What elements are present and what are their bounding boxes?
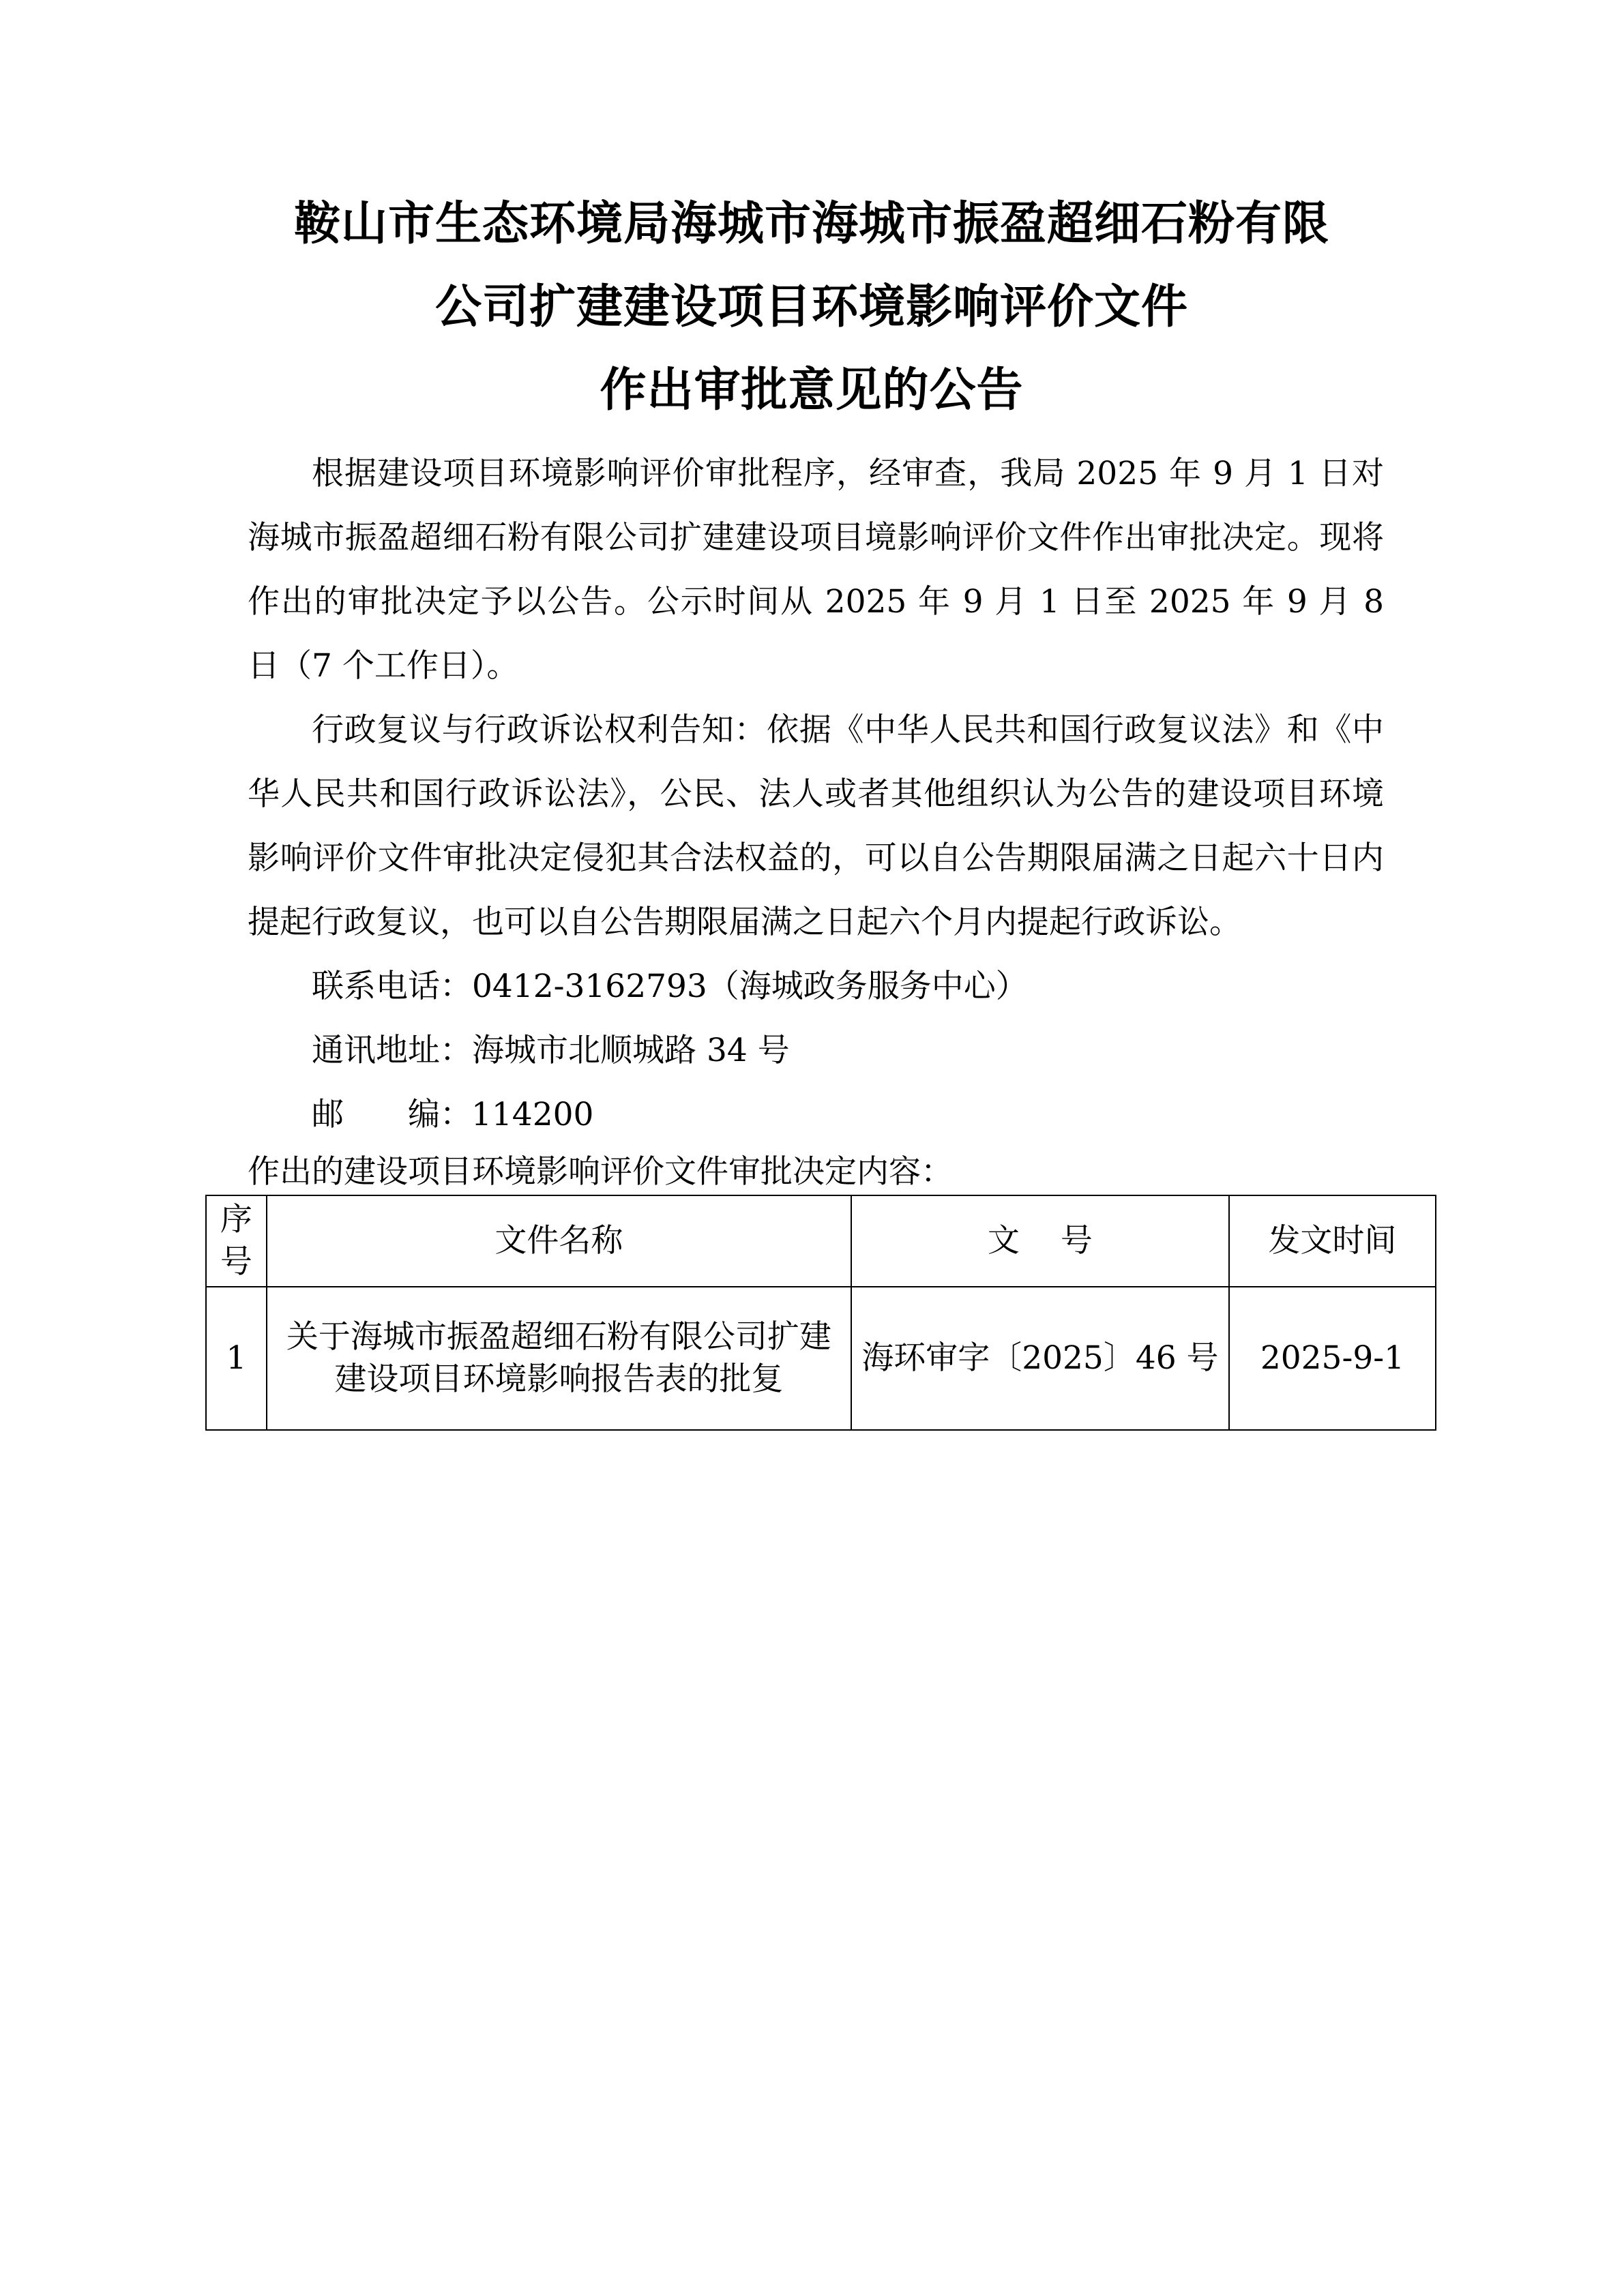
row-file-name: 关于海城市振盈超细石粉有限公司扩建建设项目环境影响报告表的批复 [267,1287,851,1430]
contact-zip [312,1083,593,1147]
row-doc-no: 海环审字〔2025〕46 号 [851,1287,1229,1430]
table-row [206,1287,1436,1430]
decision-table [205,1195,1436,1431]
phone-value: 0412-3162793（海城政务服务中心） [472,968,1028,1005]
zip-label: 邮 编： [312,1096,472,1133]
header-file-name: 文件名称 [267,1195,851,1287]
header-seq: 序号 [206,1195,267,1287]
row-issue-date: 2025-9-1 [1229,1287,1436,1430]
contact-address [312,1019,790,1083]
contact-phone [312,955,1028,1019]
announcement-paragraph: 根据建设项目环境影响评价审批程序，经审查，我局 2025 年 9 月 1 日对海城市振盈超细石粉有限公司扩建建设项目境影响评价文件作出审批决定。现将作出的审批决定予以公告。公示时间从 2025 年 9 月 1 日至 2025 年 9 月 8 日（7 个工作日）。 [248,455,1384,685]
row-seq: 1 [206,1287,267,1430]
address-label: 通讯地址： [312,1032,472,1069]
table-intro: 作出的建设项目环境影响评价文件审批决定内容： [248,1153,953,1191]
address-value: 海城市北顺城路 34 号 [472,1032,790,1069]
title-line-1: 鞍山市生态环境局海城市海城市振盈超细石粉有限 [293,197,1329,251]
header-issue-date: 发文时间 [1229,1195,1436,1287]
title-line-3: 作出审批意见的公告 [600,363,1024,417]
phone-label: 联系电话： [312,968,472,1005]
rights-notice-paragraph: 行政复议与行政诉讼权利告知：依据《中华人民共和国行政复议法》和《中华人民共和国行政诉讼法》，公民、法人或者其他组织认为公告的建设项目环境影响评价文件审批决定侵犯其合法权益的，可以自公告期限届满之日起六十日内提起行政复议，也可以自公告期限届满之日起六个月内提起行政诉讼。 [248,711,1384,941]
zip-value: 114200 [471,1096,594,1133]
header-doc-no: 文号 [851,1195,1229,1287]
table-header-row [206,1195,1436,1287]
title-line-2: 公司扩建建设项目环境影响评价文件 [434,280,1188,334]
